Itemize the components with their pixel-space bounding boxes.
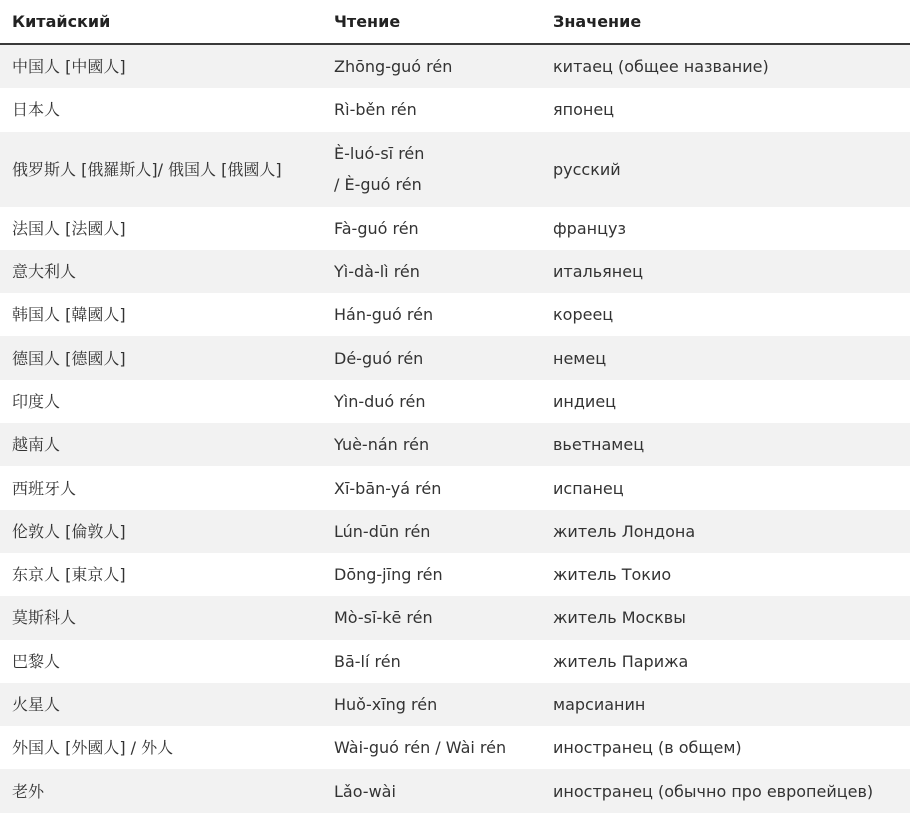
cell-chinese: 印度人 — [0, 380, 322, 423]
cell-meaning: иностранец (в общем) — [541, 726, 910, 769]
cell-reading — [322, 510, 541, 553]
cell-meaning: японец — [541, 88, 910, 131]
cell-meaning: кореец — [541, 293, 910, 336]
table-row — [0, 640, 910, 683]
cell-reading — [322, 640, 541, 683]
cell-reading — [322, 726, 541, 769]
header-reading: Чтение — [322, 0, 541, 44]
reading-line: È-luó-sī rén — [334, 144, 425, 164]
reading-line: Bā-lí rén — [334, 651, 401, 671]
cell-meaning: житель Москвы — [541, 596, 910, 639]
cell-chinese: 西班牙人 — [0, 466, 322, 509]
table-row — [0, 683, 910, 726]
table-row — [0, 726, 910, 769]
reading-line: Zhōng-guó rén — [334, 57, 453, 77]
cell-chinese: 德国人 [德國人] — [0, 336, 322, 379]
table-row — [0, 553, 910, 596]
cell-meaning: вьетнамец — [541, 423, 910, 466]
cell-chinese: 伦敦人 [倫敦人] — [0, 510, 322, 553]
cell-chinese: 东京人 [東京人] — [0, 553, 322, 596]
cell-reading — [322, 132, 541, 207]
cell-reading — [322, 293, 541, 336]
cell-reading — [322, 769, 541, 812]
cell-meaning: иностранец (обычно про европейцев) — [541, 769, 910, 812]
header-chinese: Китайский — [0, 0, 322, 44]
reading-line: Yìn-duó rén — [334, 391, 426, 411]
table-row — [0, 380, 910, 423]
cell-meaning: житель Парижа — [541, 640, 910, 683]
reading-line: Mò-sī-kē rén — [334, 608, 433, 628]
cell-meaning: немец — [541, 336, 910, 379]
reading-line: Dé-guó rén — [334, 348, 424, 368]
cell-chinese: 意大利人 — [0, 250, 322, 293]
cell-chinese: 俄罗斯人 [俄羅斯人]/ 俄国人 [俄國人] — [0, 132, 322, 207]
cell-meaning: индиец — [541, 380, 910, 423]
table-row — [0, 510, 910, 553]
table-row — [0, 132, 910, 207]
table-row — [0, 44, 910, 88]
cell-meaning: русский — [541, 132, 910, 207]
reading-line: Huǒ-xīng rén — [334, 695, 438, 714]
cell-reading — [322, 466, 541, 509]
header-row — [0, 0, 910, 44]
cell-reading — [322, 423, 541, 466]
reading-line: Rì-běn rén — [334, 100, 417, 120]
reading-line: Wài-guó rén / Wài rén — [334, 738, 507, 758]
cell-meaning: житель Токио — [541, 553, 910, 596]
table-row — [0, 250, 910, 293]
cell-reading — [322, 336, 541, 379]
cell-reading — [322, 88, 541, 131]
table-row — [0, 769, 910, 812]
reading-line: Xī-bān-yá rén — [334, 478, 442, 498]
cell-chinese: 巴黎人 — [0, 640, 322, 683]
reading-line: Fà-guó rén — [334, 218, 419, 238]
cell-chinese: 越南人 — [0, 423, 322, 466]
table-row — [0, 336, 910, 379]
reading-line: Dōng-jīng rén — [334, 565, 443, 585]
reading-line: / È-guó rén — [334, 175, 422, 195]
cell-meaning: китаец (общее название) — [541, 44, 910, 88]
table-header — [0, 0, 910, 44]
cell-meaning: итальянец — [541, 250, 910, 293]
cell-reading — [322, 596, 541, 639]
cell-chinese: 老外 — [0, 769, 322, 812]
cell-chinese: 外国人 [外國人] / 外人 — [0, 726, 322, 769]
cell-chinese: 韩国人 [韓國人] — [0, 293, 322, 336]
reading-line: Yì-dà-lì rén — [334, 262, 420, 282]
reading-line: Lún-dūn rén — [334, 521, 431, 541]
cell-meaning: француз — [541, 207, 910, 250]
cell-chinese: 莫斯科人 — [0, 596, 322, 639]
cell-chinese: 法国人 [法國人] — [0, 207, 322, 250]
cell-reading — [322, 207, 541, 250]
reading-line: Hán-guó rén — [334, 305, 434, 325]
cell-meaning: испанец — [541, 466, 910, 509]
cell-chinese: 日本人 — [0, 88, 322, 131]
cell-reading — [322, 380, 541, 423]
table-row — [0, 466, 910, 509]
reading-line: Lǎo-wài — [334, 781, 396, 801]
table-row — [0, 596, 910, 639]
table-row — [0, 423, 910, 466]
cell-reading — [322, 553, 541, 596]
reading-line: Yuè-nán rén — [334, 435, 430, 455]
cell-meaning: житель Лондона — [541, 510, 910, 553]
cell-reading — [322, 250, 541, 293]
table-row — [0, 88, 910, 131]
cell-chinese: 火星人 — [0, 683, 322, 726]
header-meaning: Значение — [541, 0, 910, 44]
table-row — [0, 207, 910, 250]
cell-chinese: 中国人 [中國人] — [0, 44, 322, 88]
cell-reading — [322, 683, 541, 726]
table-row — [0, 293, 910, 336]
table-body — [0, 44, 910, 813]
cell-reading — [322, 44, 541, 88]
cell-meaning: марсианин — [541, 683, 910, 726]
